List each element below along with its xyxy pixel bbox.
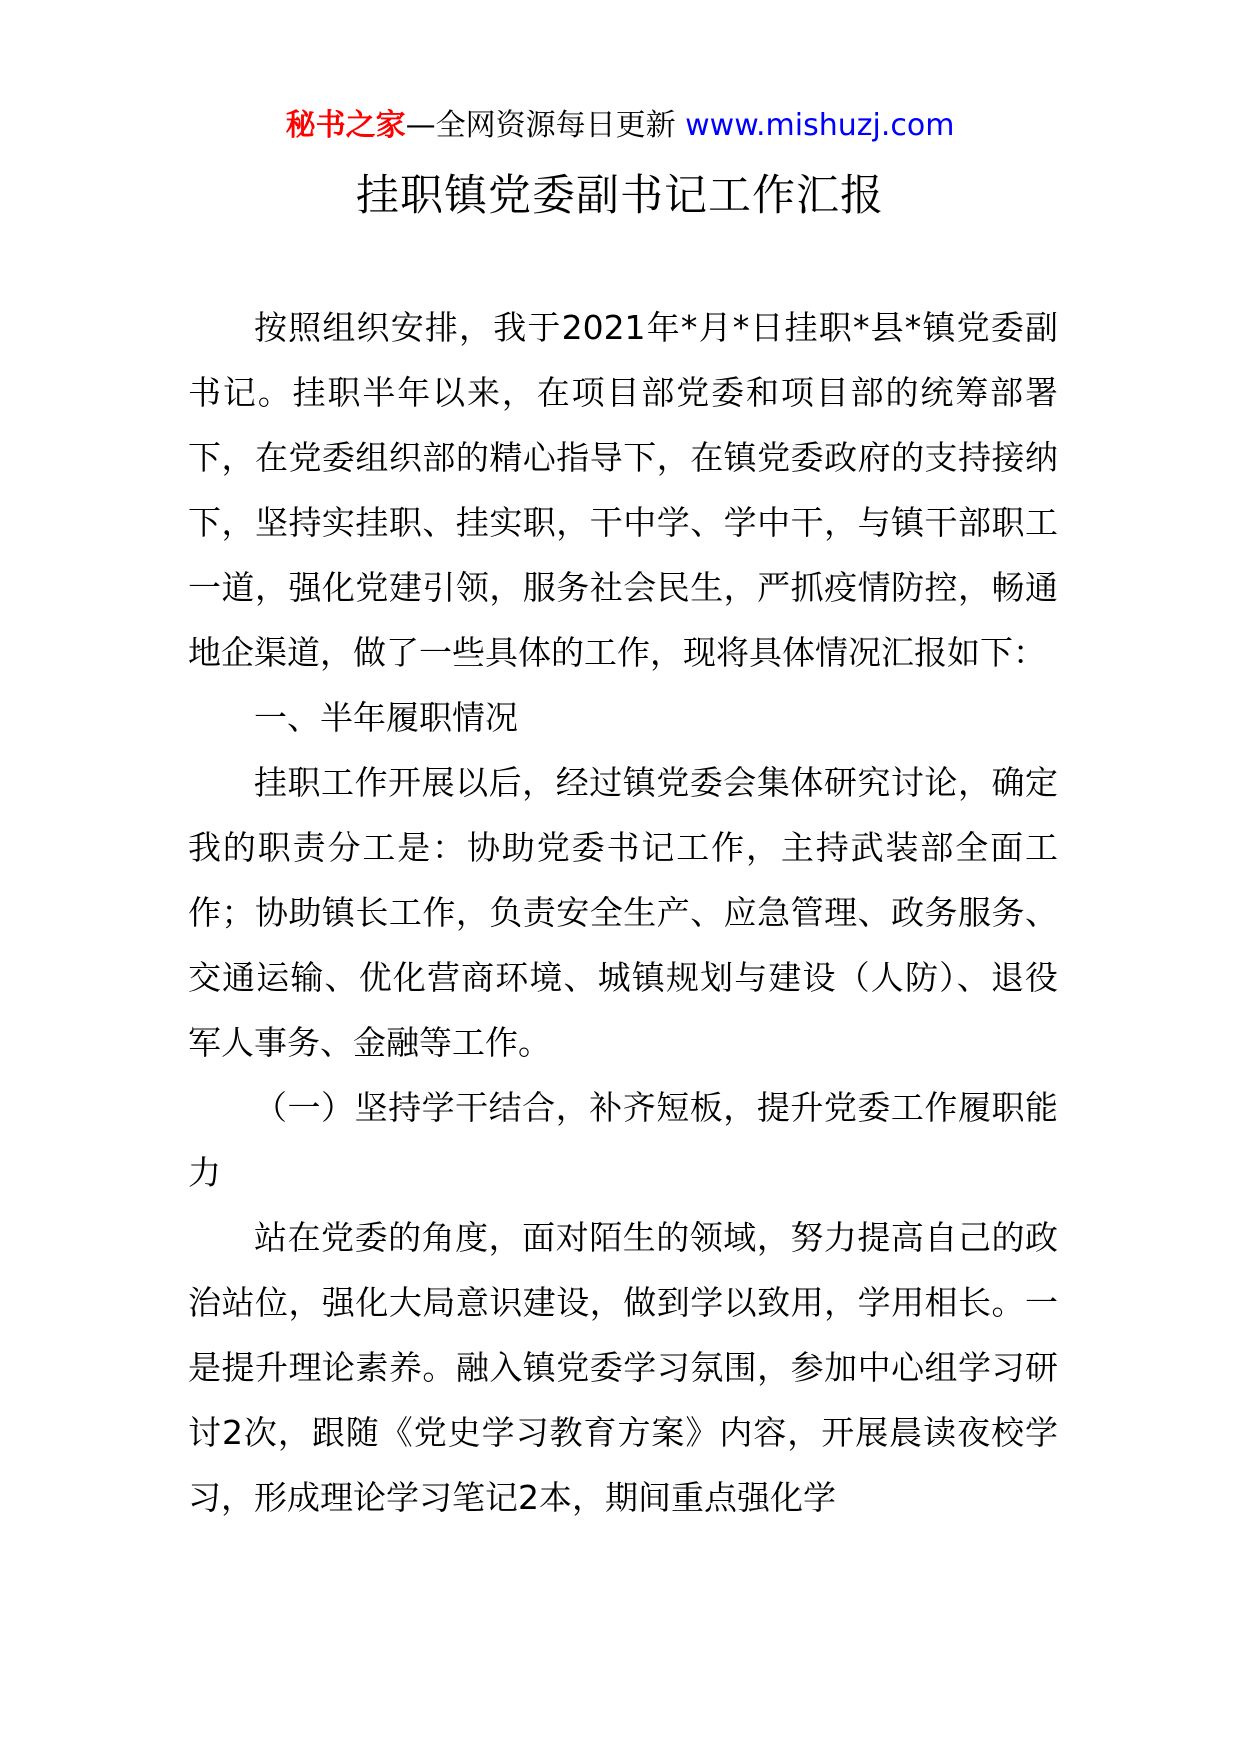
document-title: 挂职镇党委副书记工作汇报 bbox=[356, 171, 884, 221]
subsection-heading-1: （一）坚持学干结合，补齐短板，提升党委工作履职能力 bbox=[188, 1088, 1058, 1192]
document-body bbox=[188, 295, 1058, 1530]
section-heading-1: 一、半年履职情况 bbox=[254, 698, 518, 737]
paragraph-duties: 挂职工作开展以后，经过镇党委会集体研究讨论，确定我的职责分工是：协助党委书记工作，主持武装部全面工作；协助镇长工作，负责安全生产、应急管理、政务服务、交通运输、优化营商环境、城镇规划与建设（人防）、退役军人事务、金融等工作。 bbox=[188, 763, 1058, 1062]
banner-brand: 秘书之家 bbox=[285, 108, 406, 143]
banner-url-link[interactable]: www.mishuzj.com bbox=[685, 108, 955, 143]
site-banner bbox=[0, 106, 1240, 146]
banner-tagline: —全网资源每日更新 bbox=[405, 108, 686, 143]
paragraph-study: 站在党委的角度，面对陌生的领域，努力提高自己的政治站位，强化大局意识建设，做到学以致用，学用相长。一是提升理论素养。融入镇党委学习氛围，参加中心组学习研讨2次，跟随《党史学习教育方案》内容，开展晨读夜校学习，形成理论学习笔记2本，期间重点强化学 bbox=[188, 1218, 1058, 1517]
paragraph-intro: 按照组织安排，我于2021年*月*日挂职*县*镇党委副书记。挂职半年以来，在项目部党委和项目部的统筹部署下，在党委组织部的精心指导下，在镇党委政府的支持接纳下，坚持实挂职、挂实职，干中学、学中干，与镇干部职工一道，强化党建引领，服务社会民生，严抓疫情防控，畅通地企渠道，做了一些具体的工作，现将具体情况汇报如下： bbox=[188, 308, 1058, 672]
